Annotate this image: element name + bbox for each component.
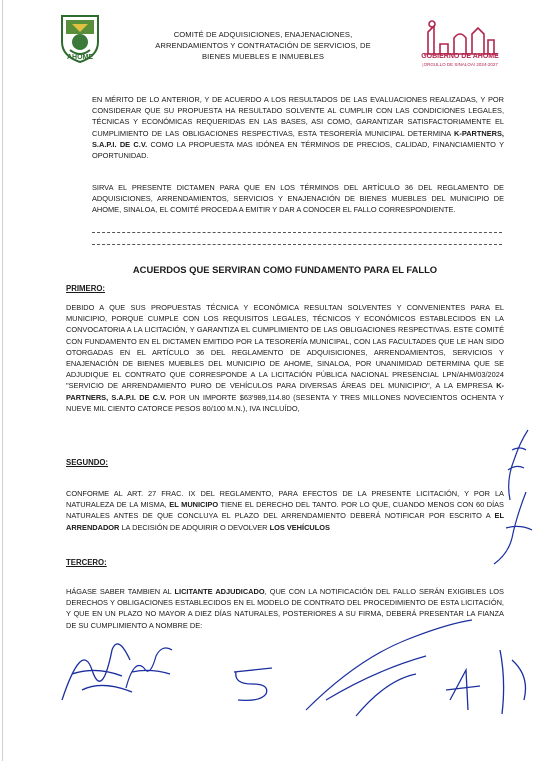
tercero-bold-licitante: LICITANTE ADJUDICADO <box>174 587 265 596</box>
segundo-bold-vehiculos: LOS VEHÍCULOS <box>269 522 330 532</box>
gobierno-logo-caption: GOBIERNO DE AHOME <box>421 53 499 60</box>
section-segundo-title: SEGUNDO: <box>66 458 109 467</box>
committee-line-2: ARRENDAMIENTOS Y CONTRATACIÓN DE SERVICIOS, DE <box>155 41 371 50</box>
gobierno-ahome-logo <box>422 18 500 58</box>
ahome-logo-caption: AHOME <box>66 54 94 61</box>
section-tercero-title: TERCERO: <box>66 558 107 567</box>
committee-header <box>138 29 388 62</box>
segundo-bold-arrendador: EL ARRENDADOR <box>66 511 504 532</box>
primero-text-a: DEBIDO A QUE SUS PROPUESTAS TÉCNICA Y ECONÓMICA RESULTAN SOLVENTES Y CONVENIENTES PARA EL MUNICIPIO, PORQUE CUMPLE CON LOS REQUISITOS LEGALES, TÉCNICOS Y ECONÓMICOS ESTABLECIDOS EN LA CONVOCATORIA A LA LICITACIÓN, Y GARANTIZA EL CUMPLIMIENTO DE LAS OBLIGACIONES RESPECTIVAS. ESTE COMITÉ CON FUNDAMENTO EN EL DICTAMEN EMITIDO POR LA TESORERÍA MUNICIPAL, CON LAS FACULTADES QUE LE HAN SIDO OTORGADAS EN EL ARTÍCULO 36 DEL REGLAMENTO DE ADQUISICIONES, ARRENDAMIENTOS, SERVICIOS Y ENAJENACIÓN DE BIENES MUEBLES DEL MUNICIPIO DE AHOME, SINALOA, POR UNANIMIDAD DETERMINA QUE SE ADJUDIQUE EL CONTRATO QUE CORRESPONDE A LA LICITACIÓN PÚBLICA NACIONAL PRESENCIAL LPN/AHM/03/2024 "SERVICIO DE ARRENDAMIENTO PURO DE VEHÍCULOS PARA DIVERSAS ÁREAS DEL MUNICIPIO", A LA EMPRESA <box>66 303 504 391</box>
paragraph-merito <box>92 94 504 161</box>
dotted-rule-2 <box>92 244 502 245</box>
segundo-text-d: LA DECISIÓN DE ADQUIRIR O DEVOLVER <box>119 522 270 532</box>
acuerdos-heading: ACUERDOS QUE SERVIRAN COMO FUNDAMENTO PARA EL FALLO <box>132 264 438 275</box>
paragraph-dictamen: SIRVA EL PRESENTE DICTAMEN PARA QUE EN LOS TÉRMINOS DEL ARTÍCULO 36 DEL REGLAMENTO DE ADQUISICIONES, ARRENDAMIENTOS, SERVICIOS Y ENAJENACIÓN DE BIENES MUEBLES DEL MUNICIPIO DE AHOME, SINALOA, EL COMITÉ PROCEDA A EMITIR Y DAR A CONOCER EL FALLO CORRESPONDIENTE. <box>92 183 504 215</box>
committee-line-1: COMITÉ DE ADQUISICIONES, ENAJENACIONES, <box>173 30 353 39</box>
company-name: K-PARTNERS, S.A.P.I. DE C.V. <box>92 128 504 149</box>
gobierno-logo-subcaption: ¡ORGULLO DE SINALOA! 2024-2027 <box>422 62 498 67</box>
primero-company-name: K-PARTNERS, S.A.P.I. DE C.V. <box>66 381 504 402</box>
margin-signature-right-2 <box>486 488 536 568</box>
signature-2 <box>120 638 180 698</box>
segundo-bold-municipio: EL MUNICIPO <box>169 500 219 510</box>
committee-line-3: BIENES MUEBLES E INMUEBLES <box>201 52 325 61</box>
segundo-text-c: TIENE EL DERECHO DEL TANTO. POR LO QUE, CUANDO MENOS CON 60 DÍAS NATURALES ANTES DE QUE CONCLUYA EL PLAZO DEL ARRENDAMIENTO DEBERÁ NOTIFICAR POR ESCRITO A <box>66 500 504 521</box>
section-segundo-text <box>66 488 504 533</box>
paragraph-merito-text-b: COMO LA PROPUESTA MAS IDÓNEA EN TÉRMINOS DE PRECIOS, CALIDAD, FINANCIAMIENTO Y OPORTUNIDAD. <box>92 139 505 161</box>
section-primero-text <box>66 302 504 414</box>
paragraph-merito-text-a: EN MÉRITO DE LO ANTERIOR, Y DE ACUERDO A LOS RESULTADOS DE LAS EVALUACIONES REALIZADAS, Y POR CONSIDERAR QUE SU PROPUESTA HA RESULTADO SOLVENTE AL CUMPLIR CON LAS CONDICIONES LEGALES, TÉCNICAS Y ECONÓMICAS REQUERIDAS EN LAS BASES, ASI COMO, GARANTIZAR SATISFACTORIAMENTE EL CUMPLIMIENTO DE LAS OBLIGACIONES RESPECTIVAS, ESTA TESORERÍA MUNICIPAL DETERMINA <box>92 95 504 138</box>
section-primero-title: PRIMERO: <box>66 284 105 293</box>
tercero-text-c: , QUE CON LA NOTIFICACIÓN DEL FALLO SERÁN EXIGIBLES LOS DERECHOS Y OBLIGACIONES ESTABLECIDOS EN EL MODELO DE CONTRATO DEL PROCEDIMIENTO DE ESTA LICITACIÓN, Y QUE EN UN PLAZO NO MAYOR A DIEZ DÍAS NATURALES, POSTERIORES A SU FIRMA, DEBERÁ PRESENTAR LA FIANZA DE SU CUMPLIMIENTO A NOMBRE DE: <box>66 587 504 630</box>
dotted-rule-1 <box>92 232 502 233</box>
signature-5 <box>440 640 536 720</box>
segundo-text-a: CONFORME AL ART. 27 FRAC. IX DEL REGLAMENTO, PARA EFECTOS DE LA PRESENTE LICITACIÓN, Y POR LA NATURALEZA DE LA MISMA, <box>66 489 504 510</box>
tercero-text-a: HÁGASE SABER TAMBIEN AL <box>66 587 175 596</box>
signature-3 <box>226 662 286 706</box>
page-edge-line <box>2 0 3 761</box>
primero-text-b: POR UN IMPORTE $63'989,114.80 (SESENTA Y TRES MILLONES NOVECIENTOS OCHENTA Y NUEVE MIL CIENTO CATORCE PESOS 80/100 M.N.), IVA INCLUÍDO, <box>66 392 504 413</box>
